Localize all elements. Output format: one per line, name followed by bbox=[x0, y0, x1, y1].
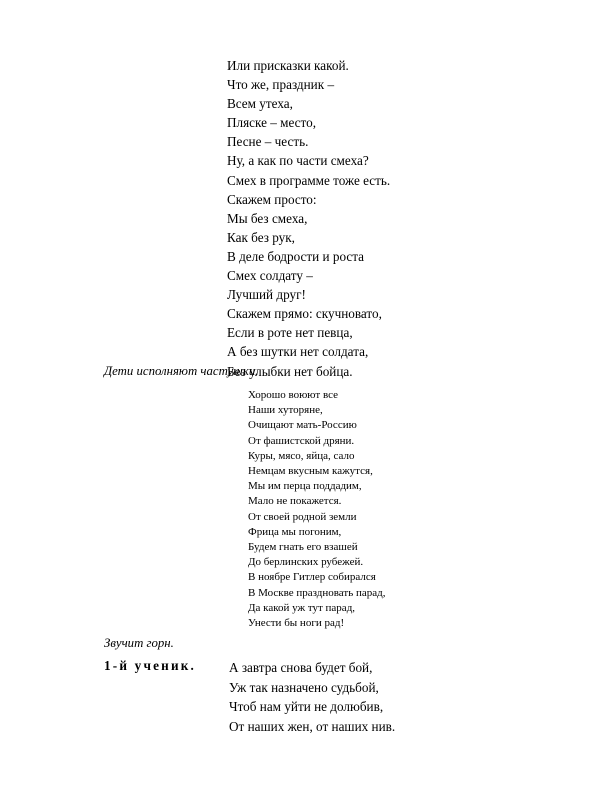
verse-line: Пляске – место, bbox=[227, 115, 317, 131]
verse-line: Лучший друг! bbox=[227, 287, 306, 303]
chastushka-line: В ноябре Гитлер собирался bbox=[248, 571, 376, 584]
verse-line: Без улыбки нет бойца. bbox=[227, 363, 353, 379]
chastushka-line: Куры, мясо, яйца, сало bbox=[248, 449, 355, 462]
stage-direction: Звучит горн. bbox=[104, 636, 174, 650]
chastushka-line: Хорошо воюют все bbox=[248, 389, 338, 401]
verse-line: От наших жен, от наших нив. bbox=[229, 718, 396, 734]
chastushka-line: Фрица мы погоним, bbox=[248, 525, 342, 538]
verse-line: В деле бодрости и роста bbox=[227, 248, 365, 264]
chastushka-line: Немцам вкусным кажутся, bbox=[248, 465, 373, 478]
chastushka-line: Да какой уж тут парад, bbox=[248, 601, 356, 614]
chastushka-line: Мы им перца поддадим, bbox=[248, 480, 362, 493]
chastushka-line: Будем гнать его взашей bbox=[248, 541, 358, 554]
verse-line: Как без рук, bbox=[227, 229, 295, 245]
chastushka-line: Очищают мать-Россию bbox=[248, 419, 357, 432]
verse-line: Скажем прямо: скучновато, bbox=[227, 306, 382, 322]
chastushka-line: В Москве праздновать парад, bbox=[248, 586, 386, 599]
verse-line: Или присказки какой. bbox=[227, 58, 349, 73]
verse-line: Смех в программе тоже есть. bbox=[227, 172, 391, 188]
chastushka-line: До берлинских рубежей. bbox=[248, 556, 364, 569]
verse-line: Если в роте нет певца, bbox=[227, 325, 353, 341]
chastushka-line: Мало не покажется. bbox=[248, 495, 342, 508]
verse-line: Всем утеха, bbox=[227, 96, 293, 112]
poem-verse-3 bbox=[229, 658, 569, 736]
verse-line: А без шутки нет солдата, bbox=[227, 344, 369, 360]
verse-line: Мы без смеха, bbox=[227, 210, 308, 226]
verse-line: Уж так назначено судьбой, bbox=[229, 679, 379, 695]
chastushka-line: Наши хуторяне, bbox=[248, 404, 323, 417]
verse-line: Песне – честь. bbox=[227, 134, 309, 150]
stage-direction: Дети исполняют частушки. bbox=[104, 364, 259, 378]
verse-line: Смех солдату – bbox=[227, 268, 313, 284]
verse-line: Ну, а как по части смеха? bbox=[227, 153, 369, 169]
verse-line: Скажем просто: bbox=[227, 191, 317, 207]
verse-line: А завтра снова будет бой, bbox=[229, 660, 373, 675]
chastushka-line: Унести бы ноги рад! bbox=[248, 617, 345, 630]
verse-line: Что же, праздник – bbox=[227, 77, 335, 93]
speaker-label: 1-й ученик. bbox=[104, 658, 197, 673]
poem-verse-1 bbox=[227, 56, 567, 381]
chastushka-line: От фашистской дряни. bbox=[248, 434, 355, 447]
chastushka-line: От своей родной земли bbox=[248, 510, 357, 523]
verse-line: Чтоб нам уйти не долюбив, bbox=[229, 699, 384, 715]
chastushki-block bbox=[248, 388, 548, 631]
